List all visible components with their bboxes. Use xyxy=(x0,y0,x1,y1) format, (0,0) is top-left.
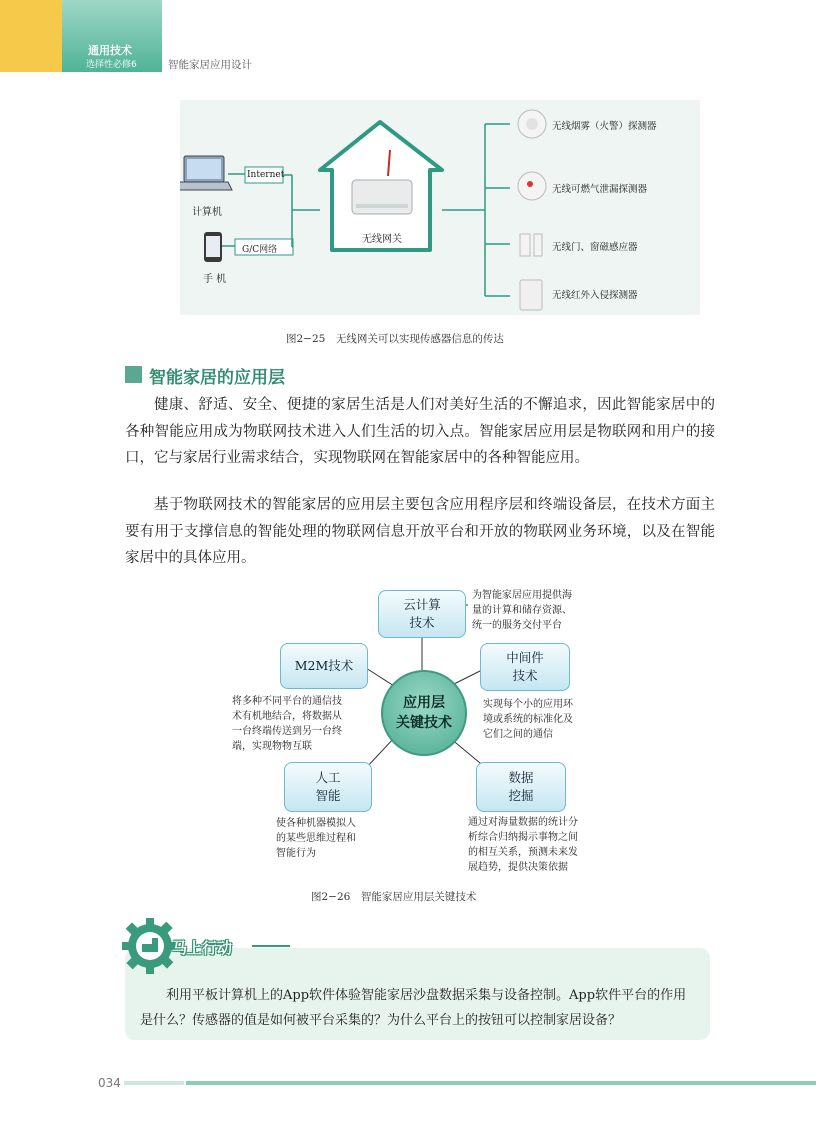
sensor-label-door: 无线门、窗磁感应器 xyxy=(552,242,638,253)
center-node-key-tech: 应用层 关键技术 xyxy=(381,670,467,756)
header-series: 通用技术 xyxy=(88,44,132,57)
sensor-label-smoke: 无线烟雾（火警）探测器 xyxy=(552,121,657,132)
figure-2-25-caption: 图2−25 无线网关可以实现传感器信息的传达 xyxy=(286,333,504,345)
header-book-title: 智能家居应用设计 xyxy=(168,59,252,71)
node-m2m: M2M技术 xyxy=(280,643,368,689)
node-data-mining: 数据 挖掘 xyxy=(476,762,566,812)
gateway-label: 无线网关 xyxy=(362,234,402,245)
figure-2-26-caption: 图2−26 智能家居应用层关键技术 xyxy=(311,891,477,903)
node-ai: 人工 智能 xyxy=(284,762,372,812)
desc-ai: 使各种机器模拟人 的某些思维过程和 智能行为 xyxy=(276,818,356,859)
desc-middleware: 实现每个小的应用环 境或系统的标准化及 它们之间的通信 xyxy=(483,699,573,740)
paragraph-2: 基于物联网技术的智能家居的应用层主要包含应用程序层和终端设备层，在技术方面主要有用于支撑信息的智能处理的物联网信息开放平台和开放的物联网业务环境，以及在智能家居中的具体应用。 xyxy=(125,497,715,566)
footer-bar-light xyxy=(124,1081,184,1085)
desc-cloud-computing: 为智能家居应用提供海 量的计算和储存资源、 统一的服务交付平台 xyxy=(472,590,572,631)
internet-label: Internet xyxy=(247,170,285,180)
action-text: 利用平板计算机上的App软件体验智能家居沙盘数据采集与设备控制。App软件平台的作用是什么？传感器的值是如何被平台采集的？为什么平台上的按钮可以控制家居设备？ xyxy=(140,988,687,1028)
desc-data-mining: 通过对海量数据的统计分 析综合归纳揭示事物之间 的相互关系，预测未来发 展趋势，提供决策依据 xyxy=(468,817,578,873)
sensor-label-gas: 无线可燃气泄漏探测器 xyxy=(552,184,648,195)
node-cloud-computing: 云计算 技术 xyxy=(378,590,466,638)
paragraph-1: 健康、舒适、安全、便捷的家居生活是人们对美好生活的不懈追求，因此智能家居中的各种智能应用成为物联网技术进入人们生活的切入点。智能家居应用层是物联网和用户的接口，它与家居行业需求结合，实现物联网在智能家居中的各种智能应用。 xyxy=(125,397,715,466)
gc-network-label: G/C网络 xyxy=(242,245,278,255)
desc-m2m: 将多种不同平台的通信技 术有机地结合，将数据从 一台终端传送到另一台终 端，实现物物互联 xyxy=(232,696,342,752)
section-title: 智能家居的应用层 xyxy=(149,368,285,388)
page-number: 034 xyxy=(98,1076,121,1090)
footer-bar xyxy=(186,1081,816,1085)
phone-label: 手 机 xyxy=(203,274,227,285)
action-title: 马上行动 xyxy=(172,939,233,957)
node-middleware: 中间件 技术 xyxy=(480,643,570,691)
header-volume: 选择性必修6 xyxy=(86,60,137,70)
sensor-label-infrared: 无线红外入侵探测器 xyxy=(552,290,638,301)
computer-label: 计算机 xyxy=(192,207,222,218)
